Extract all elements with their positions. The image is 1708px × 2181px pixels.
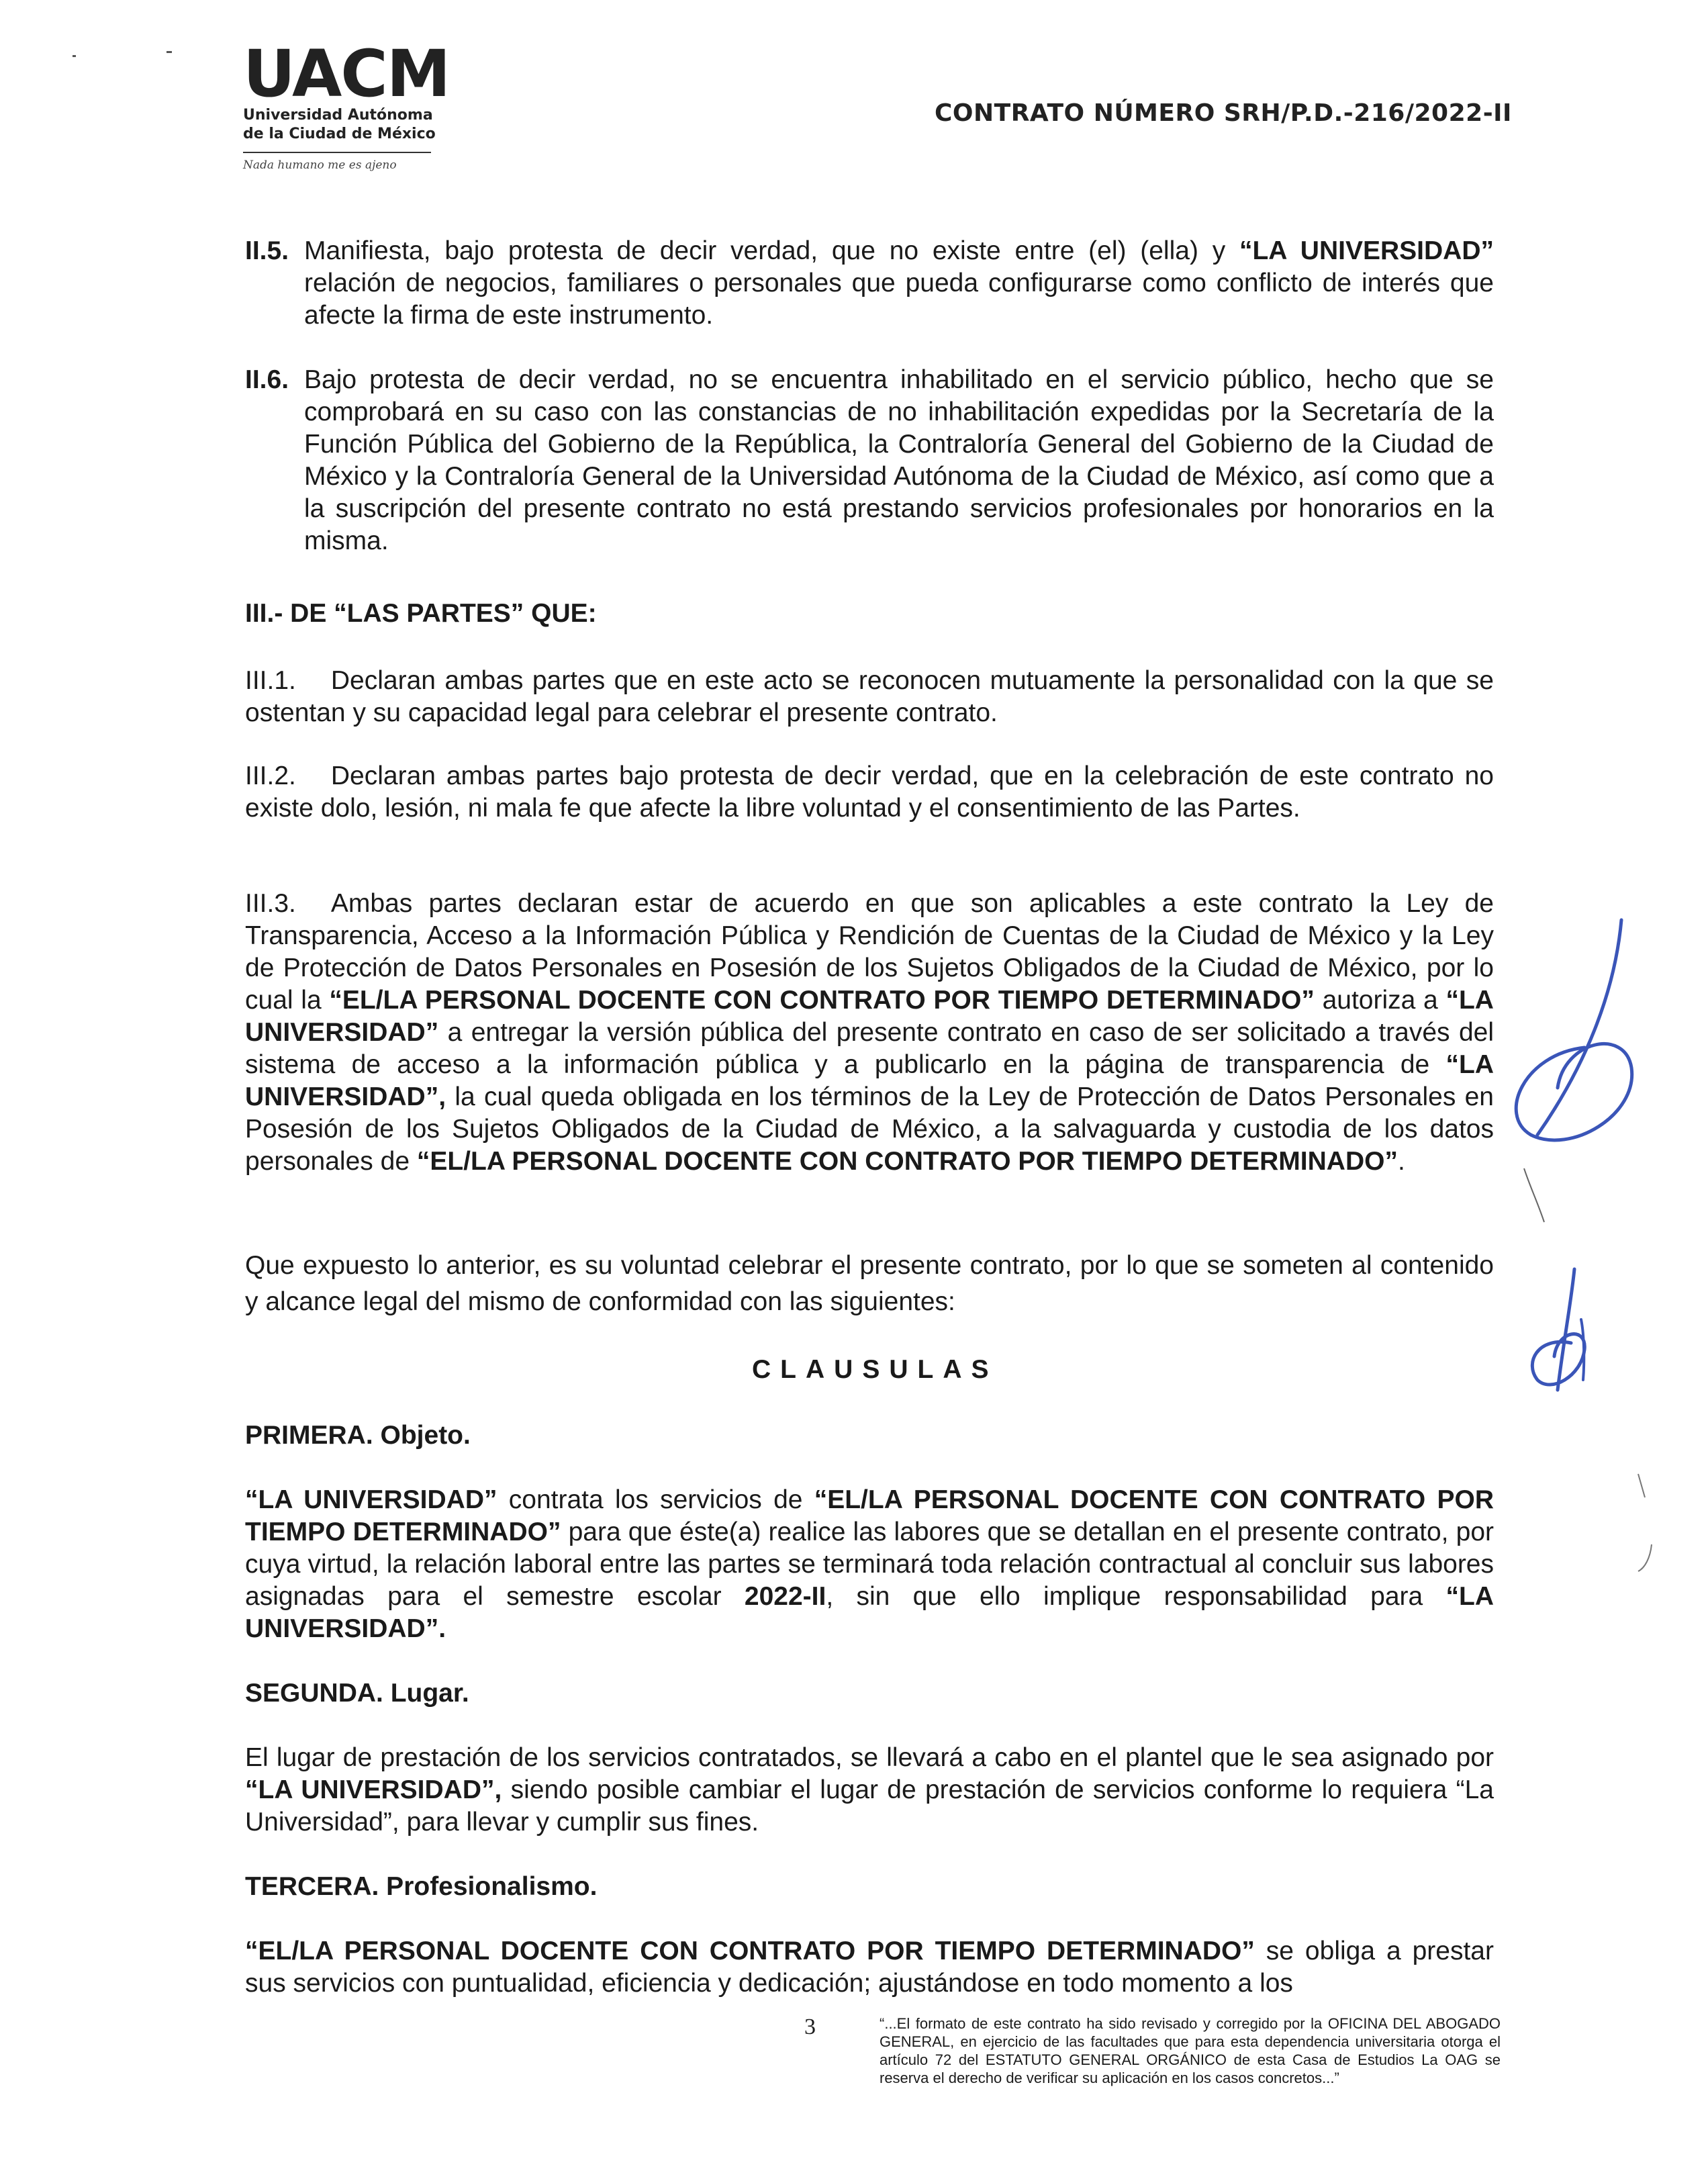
clause-heading-tercera: TERCERA. Profesionalismo. bbox=[245, 1872, 598, 1901]
clause-number: II.6. bbox=[245, 365, 289, 394]
clause-text bbox=[304, 235, 1494, 332]
bold-run: “LA UNIVERSIDAD” bbox=[1239, 236, 1494, 265]
logo-line-1: Universidad Autónoma bbox=[243, 107, 433, 124]
logo-motto: Nada humano me es ajeno bbox=[243, 158, 397, 172]
text-run: . bbox=[1397, 1147, 1405, 1176]
bold-run: “EL/LA PERSONAL DOCENTE CON CONTRATO POR TIEMPO DETERMINADO” bbox=[329, 986, 1315, 1015]
clause-iii-1 bbox=[245, 665, 1494, 729]
bold-run: “LA UNIVERSIDAD” bbox=[245, 1485, 497, 1514]
scan-mark bbox=[73, 55, 76, 57]
uacm-logo bbox=[243, 36, 458, 172]
clause-text: Declaran ambas partes que en este acto se reconocen mutuamente la personalidad con la que se ostentan y su capacidad legal para celebrar el presente contrato. bbox=[245, 666, 1494, 727]
heading-run: PRIMERA bbox=[245, 1421, 366, 1450]
text-run: se obliga a prestar sus servicios con puntualidad, eficiencia y dedicación; ajustándose en todo momento a los bbox=[245, 1937, 1494, 1998]
clause-number: III.3. bbox=[245, 889, 296, 918]
scan-stroke-marks bbox=[1631, 1471, 1658, 1578]
clause-tercera-text bbox=[245, 1935, 1494, 2000]
scan-mark bbox=[167, 51, 172, 53]
logo-line-2: de la Ciudad de México bbox=[243, 126, 436, 142]
clause-number: III.1. bbox=[245, 666, 296, 695]
text-run: siendo posible cambiar el lugar de prestación de servicios conforme lo requiera “La Universidad”, para llevar y cumplir sus fines. bbox=[245, 1775, 1494, 1837]
text-run: relación de negocios, familiares o personales que pueda configurarse como conflicto de interés que afecte la firma de este instrumento. bbox=[304, 269, 1494, 330]
legal-footnote: “...El formato de este contrato ha sido revisado y corregido por la OFICINA DEL ABOGADO GENERAL, en ejercicio de las facultades que para esta dependencia universitaria otorga el artículo 72 del ESTATUTO GENERAL ORGÁNICO de esta Casa de Estudios La OAG se reserva el derecho de verificar su aplicación en los casos concretos...” bbox=[880, 2015, 1501, 2086]
clausulas-title: CLAUSULAS bbox=[752, 1355, 998, 1384]
text-run: para que éste(a) realice las labores que se detallan en el presente contrato, por cuya virtud, la relación laboral entre las partes se terminará toda relación contractual al concluir sus labores asignadas para el semestre escolar bbox=[245, 1518, 1494, 1611]
text-run: la cual queda obligada en los términos de la Ley de Protección de Datos Personales en Posesión de los Sujetos Obligados de la Ciudad de México, a la salvaguarda y custodia de los datos personales de bbox=[245, 1082, 1494, 1176]
clause-heading-segunda: SEGUNDA. Lugar. bbox=[245, 1679, 469, 1708]
heading-run: . Objeto. bbox=[365, 1421, 471, 1450]
bold-run: “LA UNIVERSIDAD”. bbox=[245, 1582, 1494, 1643]
bold-run: “LA UNIVERSIDAD”, bbox=[245, 1775, 502, 1804]
clause-iii-2 bbox=[245, 760, 1494, 825]
bold-run: 2022-II bbox=[744, 1582, 826, 1611]
clause-segunda-text bbox=[245, 1742, 1494, 1839]
text-run: contrata los servicios de bbox=[497, 1485, 814, 1514]
bold-run: “LA UNIVERSIDAD” bbox=[245, 986, 1494, 1047]
text-run: Ambas partes declaran estar de acuerdo en que son aplicables a este contrato la Ley de Transparencia, Acceso a la Información Pública y Rendición de Cuentas de la Ciudad de México y la Ley de Protección de Datos Personales en Posesión de los Sujetos Obligados de la Ciudad de México, por lo cual la bbox=[245, 889, 1494, 1015]
clause-text: Bajo protesta de decir verdad, no se encuentra inhabilitado en el servicio público, hecho que se comprobará en su caso con las constancias de no inhabilitación expedidas por la Secretaría de la Función Pública del Gobierno de la República, la Contraloría General del Gobierno de la Ciudad de México y la Contraloría General de la Universidad Autónoma de la Ciudad de México, así como que a la suscripción del presente contrato no está prestando servicios profesionales por honorarios en la misma. bbox=[304, 365, 1494, 555]
bold-run: “EL/LA PERSONAL DOCENTE CON CONTRATO POR TIEMPO DETERMINADO” bbox=[416, 1147, 1398, 1176]
clause-number: II.5. bbox=[245, 236, 289, 265]
clause-ii-6 bbox=[245, 364, 1494, 557]
bold-run: “EL/LA PERSONAL DOCENTE CON CONTRATO POR TIEMPO DETERMINADO” bbox=[245, 1937, 1255, 1965]
bold-run: “LA UNIVERSIDAD”, bbox=[245, 1050, 1494, 1111]
section-heading-iii: III.- DE “LAS PARTES” QUE: bbox=[245, 599, 597, 628]
clause-primera-text bbox=[245, 1484, 1494, 1645]
text-run: a entregar la versión pública del presente contrato en caso de ser solicitado a través del sistema de acceso a la información pública y a publicarlo en la página de transparencia de bbox=[245, 1018, 1494, 1079]
bold-run: “EL/LA PERSONAL DOCENTE CON CONTRATO POR TIEMPO DETERMINADO” bbox=[245, 1485, 1494, 1546]
text-run: El lugar de prestación de los servicios contratados, se llevará a cabo en el plantel que le sea asignado por bbox=[245, 1743, 1494, 1772]
clause-iii-3 bbox=[245, 888, 1494, 1178]
signature-mark-large bbox=[1484, 913, 1658, 1236]
clause-heading-primera bbox=[245, 1420, 471, 1452]
paragraph-expuesto: Que expuesto lo anterior, es su voluntad celebrar el presente contrato, por lo que se someten al contenido y alcance legal del mismo de conformidad con las siguientes: bbox=[245, 1251, 1494, 1316]
signature-mark-small bbox=[1517, 1262, 1605, 1410]
page-number: 3 bbox=[804, 2014, 816, 2039]
logo-wordmark: UACM bbox=[243, 36, 450, 111]
contract-number: CONTRATO NÚMERO SRH/P.D.-216/2022-II bbox=[935, 99, 1512, 127]
clause-ii-5 bbox=[245, 235, 1494, 332]
text-run: Manifiesta, bajo protesta de decir verdad, que no existe entre (el) (ella) y bbox=[304, 236, 1239, 265]
clause-number: III.2. bbox=[245, 761, 296, 790]
clause-text: Declaran ambas partes bajo protesta de decir verdad, que en la celebración de este contrato no existe dolo, lesión, ni mala fe que afecte la libre voluntad y el consentimiento de las Partes. bbox=[245, 761, 1494, 823]
logo-divider bbox=[243, 152, 431, 153]
text-run: autoriza a bbox=[1314, 986, 1446, 1015]
text-run: , sin que ello implique responsabilidad para bbox=[826, 1582, 1446, 1611]
